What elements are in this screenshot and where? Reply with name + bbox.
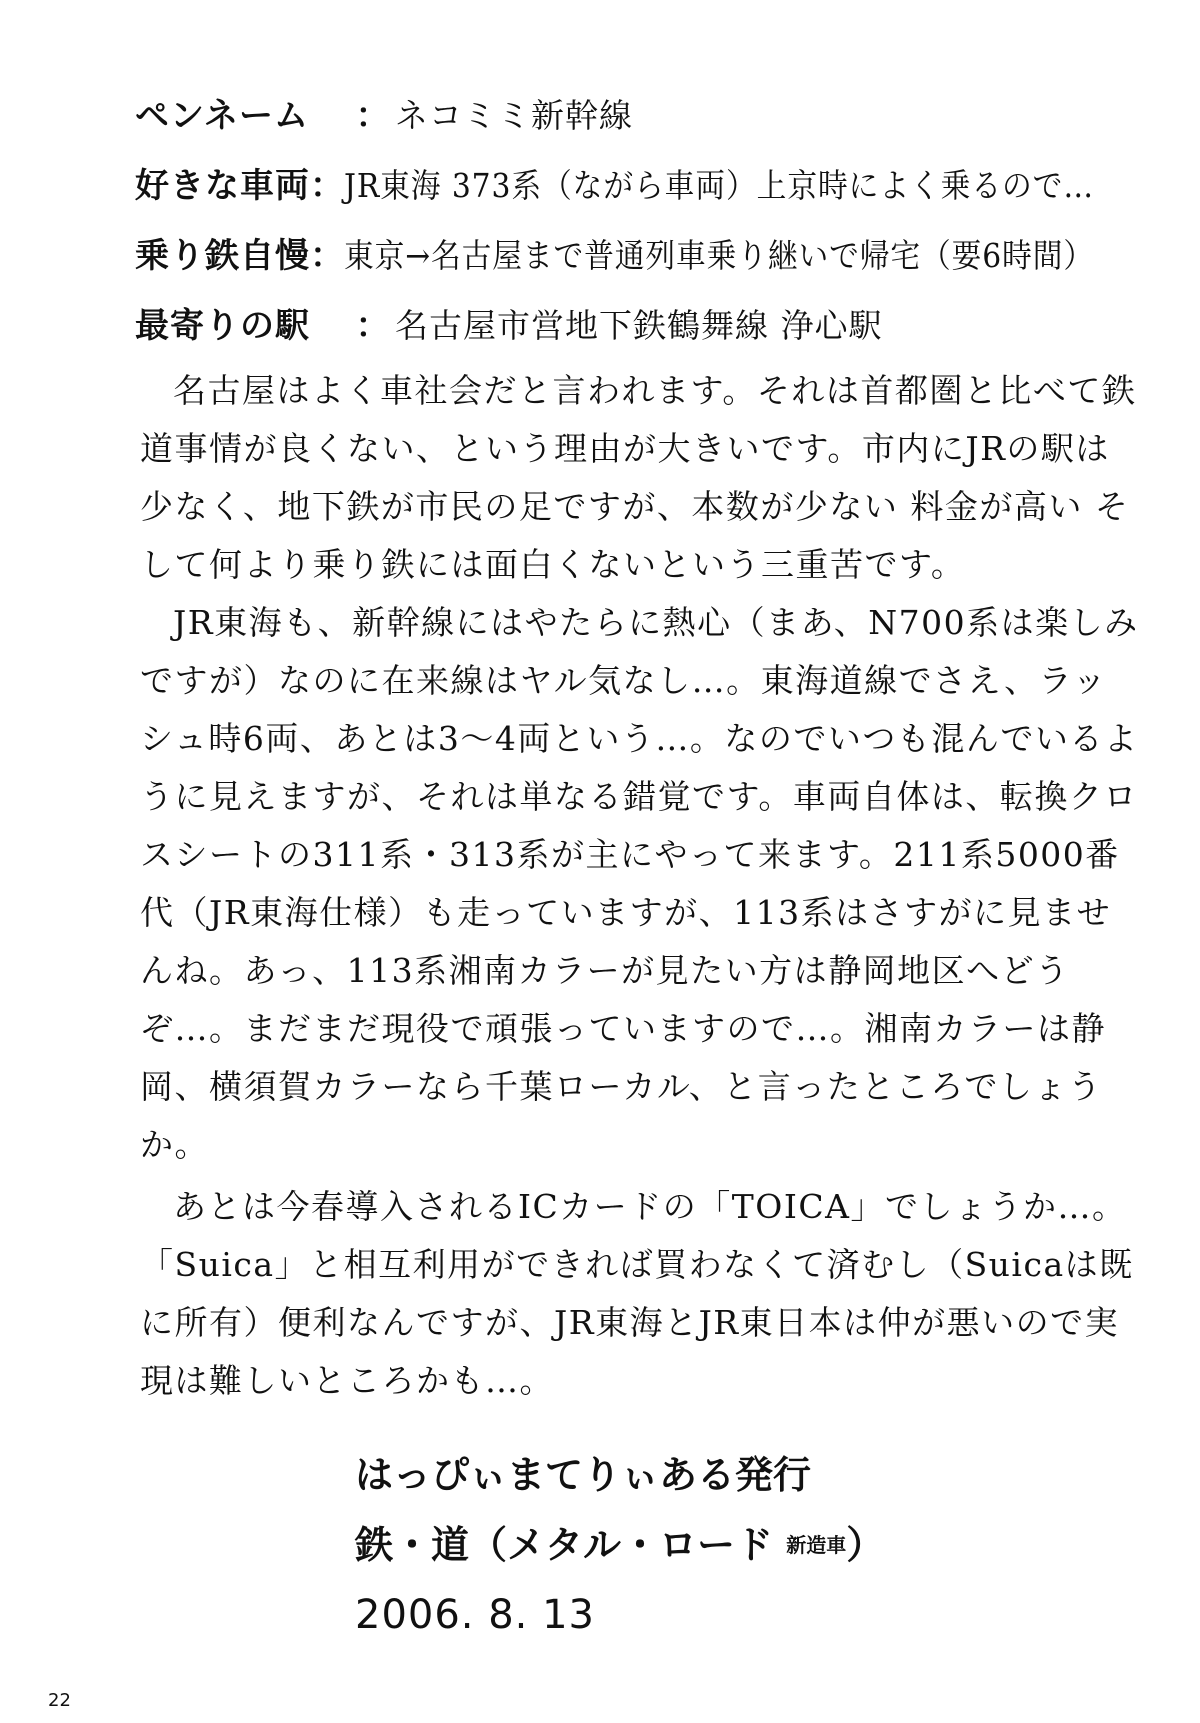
profile-row-favorite-car: [135, 158, 1145, 228]
profile-key: 乗り鉄自慢: [135, 236, 310, 276]
body-paragraph-1: [140, 362, 1140, 1174]
profile-value: JR東海 373系（ながら車両）上京時によく乗るので…: [344, 166, 1094, 205]
profile-row-pen-name: [135, 88, 1145, 158]
colophon-title-line: [355, 1510, 1055, 1580]
colophon-publisher: はっぴぃまてりぃある発行: [355, 1453, 812, 1497]
body-paragraph-2: [140, 1178, 1140, 1410]
body-text: あとは今春導入されるICカードの「TOICA」でしょうか…。「Suica」と相互利用ができれば買わなくて済むし（Suicaは既に所有）便利なんですが、JR東海とJR東日本は仲が悪いので実現は難しいところかも…。: [140, 1187, 1134, 1400]
colophon-title: 鉄・道（メタル・ロード: [355, 1523, 774, 1567]
profile-key: 最寄りの駅: [135, 306, 310, 346]
profile-section: [135, 88, 1145, 368]
profile-row-nearest-station: [135, 298, 1145, 368]
body-text: 名古屋はよく車社会だと言われます。それは首都圏と比べて鉄道事情が良くない、という理由が大きいです。市内にJRの駅は少なく、地下鉄が市民の足ですが、本数が少ない 料金が高い そして何より乗り鉄には面白くないという三重苦です。: [140, 371, 1137, 584]
colophon: [355, 1440, 1055, 1650]
page-number: 22: [48, 1690, 71, 1711]
profile-key: 好きな車両: [135, 166, 310, 206]
colophon-date: 2006. 8. 13: [355, 1592, 596, 1638]
profile-colon: ：: [355, 306, 390, 346]
profile-colon: ：: [310, 166, 344, 206]
profile-value: ネコミミ新幹線: [395, 96, 633, 135]
body-text: JR東海も、新幹線にはやたらに熱心（まあ、N700系は楽しみですが）なのに在来線はヤル気なし…。東海道線でさえ、ラッシュ時6両、あとは3～4両という…。なのでいつも混んでいるように見えますが、それは単なる錯覚です。車両自体は、転換クロスシートの311系・313系が主にやって来ます。211系5000番代（JR東海仕様）も走っていますが、113系はさすがに見ませんね。あっ、113系湘南カラーが見たい方は静岡地区へどうぞ…。まだまだ現役で頑張っていますので…。湘南カラーは静岡、横須賀カラーなら千葉ローカル、と言ったところでしょうか。: [140, 603, 1139, 1164]
colophon-edition: 新造車: [786, 1533, 847, 1557]
profile-key: ペンネーム: [135, 96, 309, 136]
profile-colon: ：: [310, 236, 344, 276]
profile-colon: ：: [355, 96, 390, 136]
colophon-close-paren: ）: [846, 1523, 885, 1567]
profile-value: 名古屋市営地下鉄鶴舞線 浄心駅: [395, 306, 883, 345]
profile-row-riding-boast: [135, 228, 1145, 298]
profile-value: 東京→名古屋まで普通列車乗り継いで帰宅（要6時間）: [344, 236, 1094, 275]
